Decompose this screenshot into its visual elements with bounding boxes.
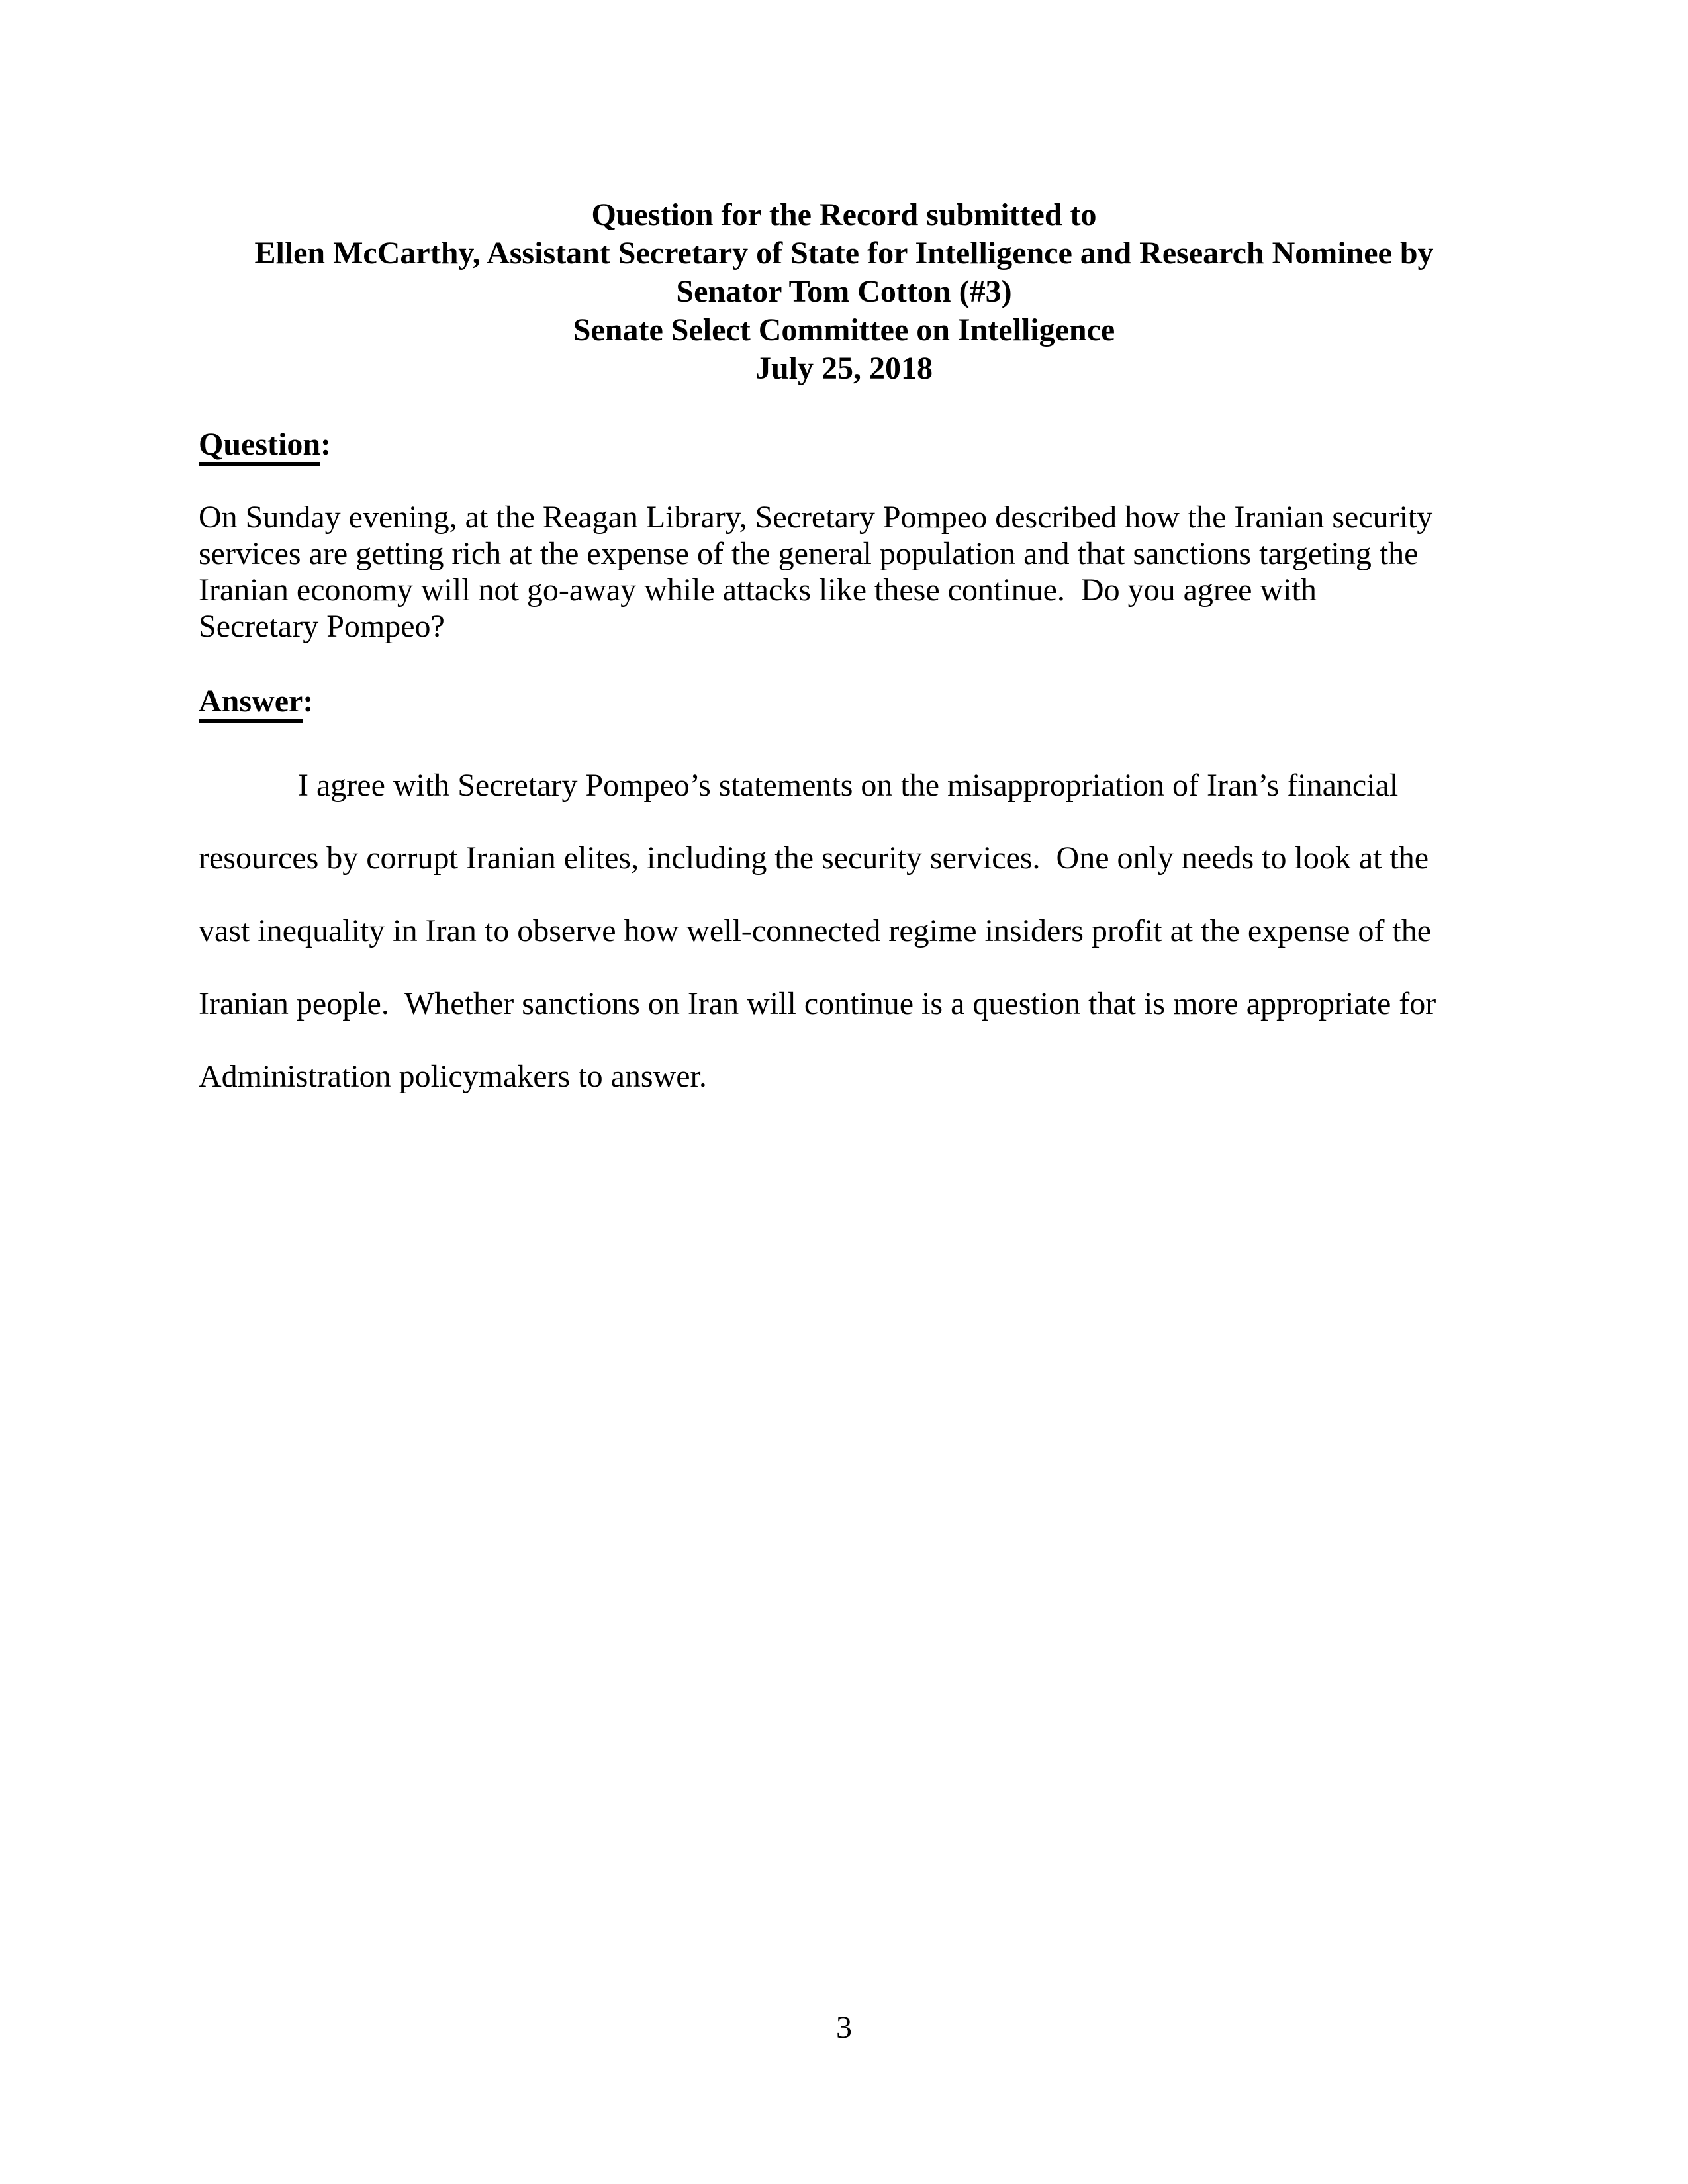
header-line-date: July 25, 2018 xyxy=(755,351,933,386)
answer-line: Administration policymakers to answer. xyxy=(199,1059,707,1094)
question-body xyxy=(199,499,1489,645)
answer-line: Iranian people. Whether sanctions on Iran will continue is a question that is more appropriate for xyxy=(199,986,1436,1021)
answer-line: I agree with Secretary Pompeo’s statements on the misappropriation of Iran’s financial xyxy=(298,768,1399,803)
question-line: Secretary Pompeo? xyxy=(199,609,445,644)
answer-label-colon: : xyxy=(303,684,314,719)
answer-label-word: Answer xyxy=(199,684,303,723)
answer-label xyxy=(199,683,1489,720)
answer-body xyxy=(199,749,1489,1113)
question-label-word: Question xyxy=(199,427,320,466)
page-number: 3 xyxy=(836,2010,852,2045)
question-label xyxy=(199,426,1489,463)
header-line-title: Question for the Record submitted to xyxy=(591,197,1097,232)
header-line-committee: Senate Select Committee on Intelligence xyxy=(573,312,1115,347)
question-line: services are getting rich at the expense of the general population and that sanctions targeting the xyxy=(199,536,1419,571)
question-label-colon: : xyxy=(320,427,332,462)
header-line-senator: Senator Tom Cotton (#3) xyxy=(676,274,1012,309)
question-line: Iranian economy will not go-away while attacks like these continue. Do you agree with xyxy=(199,572,1317,608)
answer-line: vast inequality in Iran to observe how well-connected regime insiders profit at the expense of the xyxy=(199,913,1432,948)
answer-line: resources by corrupt Iranian elites, including the security services. One only needs to look at the xyxy=(199,841,1429,876)
document-header xyxy=(199,196,1489,388)
question-line: On Sunday evening, at the Reagan Library, Secretary Pompeo described how the Iranian security xyxy=(199,500,1433,535)
header-line-nominee: Ellen McCarthy, Assistant Secretary of State for Intelligence and Research Nominee by xyxy=(254,236,1434,271)
document-content xyxy=(199,196,1489,1113)
